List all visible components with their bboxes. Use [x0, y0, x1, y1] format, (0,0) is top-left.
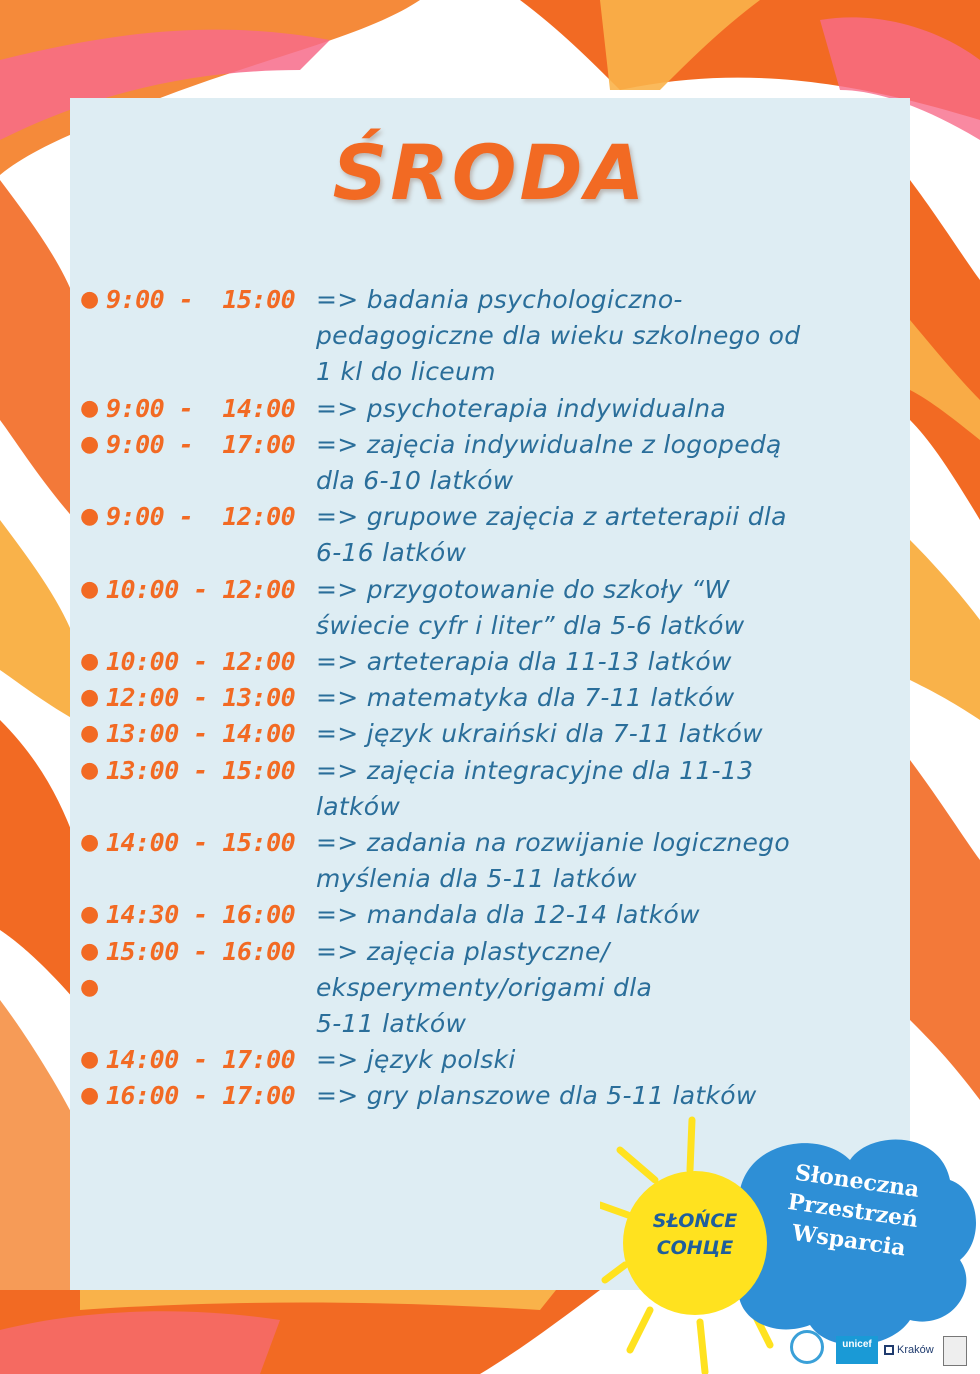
krakow-label: Kraków	[897, 1344, 934, 1356]
schedule-description: => matematyka dla 7-11 latków	[316, 683, 735, 713]
unicef-logo: unicef	[836, 1336, 878, 1364]
schedule-time: 10:00 - 12:00	[106, 574, 296, 604]
cloud-logo-text: Słoneczna Przestrzeń Wsparcia	[786, 1159, 921, 1262]
schedule-time: 13:00 - 14:00	[106, 719, 296, 749]
schedule-item	[80, 499, 880, 571]
schedule-description: => grupowe zajęcia z arteterapii dla 6-16 latków	[316, 502, 787, 568]
bullet-icon: ●	[80, 902, 100, 928]
schedule-item	[80, 644, 880, 680]
krakow-mark-icon	[884, 1345, 894, 1355]
schedule-description: => język ukraiński dla 7-11 latków	[316, 719, 763, 749]
bullet-icon: ●	[80, 1083, 100, 1109]
schedule-description: => gry planszowe dla 5-11 latków	[316, 1081, 757, 1111]
bullet-icon: ●	[80, 757, 100, 783]
bullet-icon: ●	[80, 395, 100, 421]
schedule-time: 10:00 - 12:00	[106, 647, 296, 677]
schedule-time: 15:00 - 16:00	[106, 936, 296, 966]
bullet-icon: ●	[80, 974, 100, 1000]
schedule-item	[80, 427, 880, 499]
schedule-description: eksperymenty/origami dla 5-11 latków	[316, 972, 653, 1039]
sun-logo-text: SŁOŃCE СОНЦЕ	[652, 1210, 738, 1259]
schedule-description: => psychoterapia indywidualna	[316, 393, 726, 423]
bullet-icon: ●	[80, 287, 100, 312]
schedule-item	[80, 391, 880, 427]
bullet-icon: ●	[80, 721, 100, 747]
schedule-time: 16:00 - 17:00	[106, 1081, 296, 1111]
schedule-list	[80, 282, 880, 1115]
schedule-description: => zajęcia plastyczne/	[316, 936, 610, 966]
schedule-description: => zadania na rozwijanie logicznego myślenia dla 5-11 latków	[316, 828, 790, 894]
page-title: ŚRODA	[332, 128, 648, 217]
schedule-item	[80, 934, 880, 970]
schedule-time: 9:00 - 15:00	[106, 285, 296, 314]
bullet-icon: ●	[80, 1047, 100, 1073]
schedule-item	[80, 825, 880, 897]
krakow-logo	[884, 1336, 940, 1364]
schedule-description: => zajęcia indywidualne z logopedą dla 6-10 latków	[316, 429, 782, 496]
schedule-item	[80, 897, 880, 933]
partner-logo-circle	[790, 1330, 824, 1364]
schedule-description: => arteterapia dla 11-13 latków	[316, 647, 732, 677]
schedule-description: => zajęcia integracyjne dla 11-13 latków	[316, 755, 754, 821]
schedule-item	[80, 680, 880, 716]
schedule-time: 9:00 - 12:00	[106, 502, 296, 532]
schedule-description: => badania psychologiczno- pedagogiczne dla wieku szkolnego od 1 kl do liceum	[316, 285, 801, 387]
bullet-icon: ●	[80, 685, 100, 711]
schedule-time: 9:00 - 14:00	[106, 393, 296, 423]
schedule-time: 14:00 - 17:00	[106, 1045, 296, 1075]
bullet-icon: ●	[80, 431, 100, 457]
bullet-icon: ●	[80, 649, 100, 675]
schedule-time: 14:00 - 15:00	[106, 828, 296, 858]
schedule-description: => język polski	[316, 1045, 516, 1075]
schedule-item	[80, 753, 880, 825]
bullet-icon: ●	[80, 504, 100, 530]
bullet-icon: ●	[80, 938, 100, 964]
schedule-description: => przygotowanie do szkoły “W świecie cyfr i liter” dla 5-6 latków	[316, 574, 745, 640]
bullet-icon: ●	[80, 830, 100, 856]
schedule-description: => mandala dla 12-14 latków	[316, 900, 700, 930]
schedule-item	[80, 1042, 880, 1078]
bullet-icon: ●	[80, 576, 100, 602]
schedule-item	[80, 572, 880, 644]
schedule-item	[80, 716, 880, 752]
schedule-time: 12:00 - 13:00	[106, 683, 296, 713]
schedule-time: 9:00 - 17:00	[106, 429, 296, 459]
schedule-time: 14:30 - 16:00	[106, 900, 296, 930]
schedule-item	[80, 282, 880, 391]
partner-logo-small	[943, 1336, 967, 1366]
schedule-time: 13:00 - 15:00	[106, 755, 296, 785]
schedule-item	[80, 970, 880, 1042]
